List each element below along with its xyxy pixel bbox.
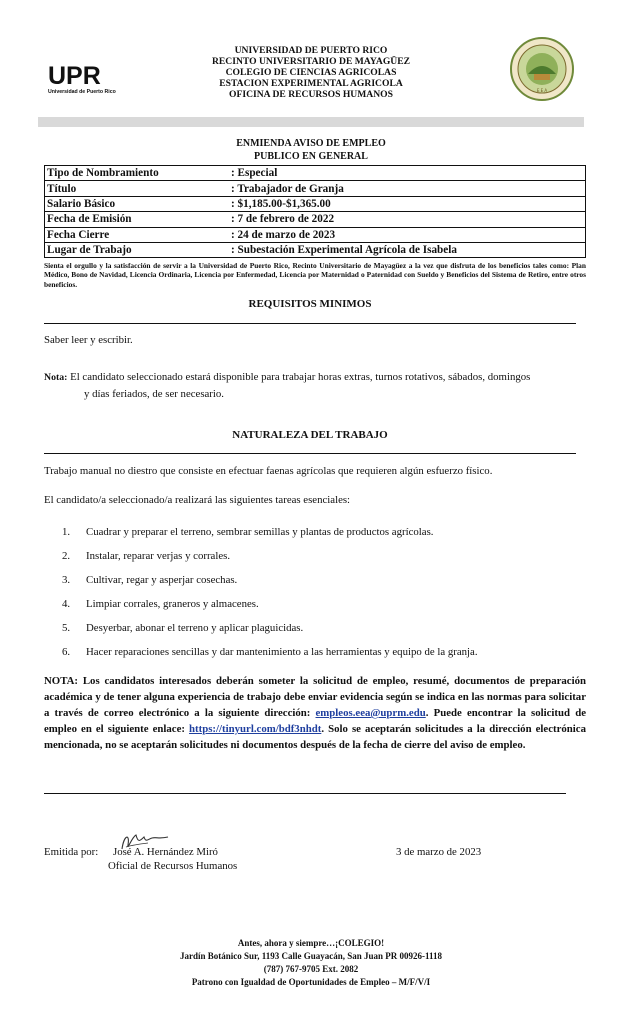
- info-value: : 24 de marzo de 2023: [229, 227, 586, 242]
- task-text: Hacer reparaciones sencillas y dar mantenimiento a las herramientas y equipo de la granja.: [86, 646, 478, 658]
- nota-label: Nota:: [44, 372, 68, 383]
- footer-line: Antes, ahora y siempre…¡COLEGIO!: [237, 938, 385, 948]
- upr-logo: [48, 64, 128, 96]
- signer-role: Oficial de Recursos Humanos: [108, 860, 238, 872]
- list-item: [62, 598, 259, 610]
- task-number: 5.: [62, 622, 71, 634]
- nota-line-1: El candidato seleccionado estará disponible para trabajar horas extras, turnos rotativos, sábados, domingos: [70, 371, 531, 383]
- requisitos-nota: [44, 370, 594, 401]
- info-label: Fecha Cierre: [45, 227, 230, 242]
- signature-date: 3 de marzo de 2023: [396, 846, 482, 858]
- section-rule: [44, 323, 576, 324]
- application-url-link[interactable]: https://tinyurl.com/bdf3nhdt: [189, 723, 322, 735]
- info-row: [45, 181, 586, 196]
- institution-header: [180, 45, 442, 100]
- info-value: : $1,185.00-$1,365.00: [229, 196, 586, 211]
- instructions-text: NOTA: Los candidatos interesados deberán someter la solicitud de empleo, resumé, documentos de preparación académica y de tener alguna experiencia de trabajo debe enviar evidencia según se indica en las normas para solicitar a través de correo electrónico a la siguiente dirección:: [44, 675, 586, 719]
- notice-title: ENMIENDA AVISO DE EMPLEO: [236, 138, 386, 149]
- list-item: [62, 550, 230, 562]
- info-value: : Especial: [229, 166, 586, 181]
- application-instructions: [44, 673, 586, 753]
- email-link[interactable]: empleos.eea@uprm.edu: [315, 707, 426, 719]
- header-line: OFICINA DE RECURSOS HUMANOS: [229, 89, 393, 100]
- info-value: : Subestación Experimental Agrícola de Isabela: [229, 242, 586, 257]
- signature-rule: [44, 793, 566, 794]
- nota-line-2: y días feriados, de ser necesario.: [84, 388, 225, 400]
- task-number: 6.: [62, 646, 71, 658]
- info-row: [45, 212, 586, 227]
- job-info-table: [44, 165, 586, 258]
- task-text: Instalar, reparar verjas y corrales.: [86, 550, 231, 562]
- info-value: : 7 de febrero de 2022: [229, 212, 586, 227]
- info-label: Tipo de Nombramiento: [45, 166, 230, 181]
- upr-logo-text: UPR: [48, 62, 101, 90]
- notice-subtitle: PUBLICO EN GENERAL: [254, 151, 368, 162]
- task-text: Desyerbar, abonar el terreno y aplicar plaguicidas.: [86, 622, 304, 634]
- benefits-paragraph: Sienta el orgullo y la satisfacción de servir a la Universidad de Puerto Rico, Recinto Universitario de Mayagüez a la vez que disfruta de los beneficios tales como: Plan Médico, Bono de Navidad, Licencia Ordinaria, Licencia por Enfermedad, Licencia por Maternidad o Paternidad con Sueldo y Beneficios del Sistema de Retiro, entre otros beneficios.: [44, 261, 586, 289]
- section-rule: [44, 453, 576, 454]
- info-row: [45, 242, 586, 257]
- tasks-intro: El candidato/a seleccionado/a realizará las siguientes tareas esenciales:: [44, 494, 351, 506]
- task-text: Limpiar corrales, graneros y almacenes.: [86, 598, 259, 610]
- svg-text:E E A: E E A: [536, 88, 548, 93]
- eea-seal-icon: [510, 36, 574, 102]
- list-item: [62, 646, 478, 658]
- task-number: 4.: [62, 598, 71, 610]
- naturaleza-intro: Trabajo manual no diestro que consiste en efectuar faenas agrícolas que requieren algún esfuerzo físico.: [44, 465, 493, 477]
- info-row: [45, 166, 586, 181]
- requisitos-heading: REQUISITOS MINIMOS: [248, 298, 372, 310]
- task-text: Cultivar, regar y asperjar cosechas.: [86, 574, 238, 586]
- header-line: COLEGIO DE CIENCIAS AGRICOLAS: [225, 67, 397, 78]
- footer-line: Jardín Botánico Sur, 1193 Calle Guayacán, San Juan PR 00926-1118: [180, 951, 442, 961]
- header-line: UNIVERSIDAD DE PUERTO RICO: [234, 45, 388, 56]
- list-item: [62, 622, 303, 634]
- instructions-text: . Solo se aceptarán solicitudes a la dirección electrónica mencionada, no se aceptarán solicitudes ni documentos después de la fecha de cierre del aviso de empleo.: [44, 723, 586, 751]
- list-item: [62, 574, 237, 586]
- instructions-text: . Puede encontrar la solicitud de empleo en el siguiente enlace:: [44, 707, 586, 735]
- footer-line: Patrono con Igualdad de Oportunidades de Empleo – M/F/V/I: [191, 977, 431, 987]
- task-number: 1.: [62, 526, 71, 538]
- info-label: Fecha de Emisión: [45, 212, 230, 227]
- emitida-label: Emitida por:: [44, 846, 99, 858]
- header-line: ESTACION EXPERIMENTAL AGRICOLA: [219, 78, 403, 89]
- info-value: : Trabajador de Granja: [229, 181, 586, 196]
- requisitos-text: Saber leer y escribir.: [44, 334, 133, 346]
- info-label: Lugar de Trabajo: [45, 242, 230, 257]
- list-item: [62, 526, 433, 538]
- upr-logo-subtitle: Universidad de Puerto Rico: [48, 89, 116, 95]
- info-row: [45, 227, 586, 242]
- header-line: RECINTO UNIVERSITARIO DE MAYAGÜEZ: [211, 56, 411, 67]
- task-number: 3.: [62, 574, 71, 586]
- info-row: [45, 196, 586, 211]
- header-divider-bar: [38, 117, 584, 127]
- info-label: Título: [45, 181, 230, 196]
- task-text: Cuadrar y preparar el terreno, sembrar semillas y plantas de productos agrícolas.: [86, 526, 434, 538]
- signer-name: José A. Hernández Miró: [113, 846, 218, 858]
- naturaleza-heading: NATURALEZA DEL TRABAJO: [232, 429, 388, 441]
- footer-line: (787) 767-9705 Ext. 2082: [263, 964, 359, 974]
- task-number: 2.: [62, 550, 71, 562]
- info-label: Salario Básico: [45, 196, 230, 211]
